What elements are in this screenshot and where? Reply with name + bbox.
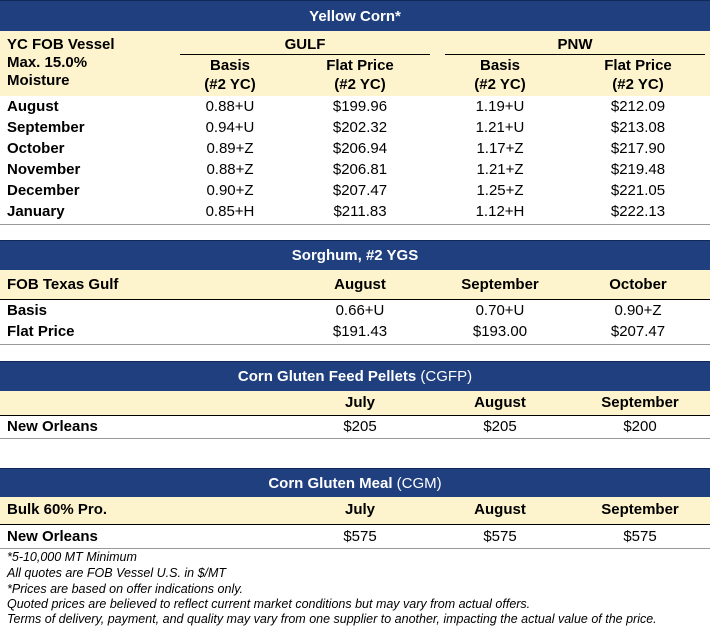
gulf-flat-value: $202.32 xyxy=(332,119,388,136)
pnw-basis-value: 1.17+Z xyxy=(476,140,524,157)
sorghum-month-header: September xyxy=(461,276,539,293)
yellow-corn-title: Yellow Corn* xyxy=(309,8,401,25)
pnw-basis-value: 1.12+H xyxy=(475,203,525,220)
footnote: Quoted prices are believed to reflect current market conditions but may vary from actual offers. xyxy=(7,597,531,611)
month-label: September xyxy=(7,119,85,136)
pnw-flat-value: $221.05 xyxy=(610,182,666,199)
gulf-flat-header: Flat Price (#2 YC) xyxy=(326,57,394,93)
cgfp-title-abbrev: (CGFP) xyxy=(416,368,473,385)
sorghum-flat-value: $191.43 xyxy=(332,323,388,340)
cgfp-header-rule xyxy=(0,415,710,416)
sorghum-header-rule xyxy=(0,299,710,300)
pnw-flat-header: Flat Price (#2 YC) xyxy=(604,57,672,93)
cgm-title: Corn Gluten Meal xyxy=(268,475,393,492)
gulf-underline xyxy=(180,54,430,55)
cgfp-bottom-rule xyxy=(0,438,710,439)
month-label: October xyxy=(7,140,65,157)
month-label: November xyxy=(7,161,81,178)
gulf-flat-value: $206.81 xyxy=(332,161,388,178)
gulf-basis-value: 0.89+Z xyxy=(206,140,254,157)
month-label: January xyxy=(7,203,65,220)
cgm-value: $575 xyxy=(343,528,377,545)
cgfp-month-header: August xyxy=(474,394,526,411)
gulf-basis-value: 0.88+Z xyxy=(206,161,254,178)
cgm-row-label: New Orleans xyxy=(7,528,98,545)
footnote: *Prices are based on offer indications only. xyxy=(7,582,244,596)
cgfp-title-bar xyxy=(0,361,710,391)
pnw-flat-value: $212.09 xyxy=(610,98,666,115)
sorghum-bottom-rule xyxy=(0,344,710,345)
cgfp-row-label: New Orleans xyxy=(7,418,98,435)
yellow-corn-bottom-rule xyxy=(0,224,710,225)
month-label: December xyxy=(7,182,80,199)
gulf-basis-value: 0.88+U xyxy=(205,98,255,115)
sorghum-title: Sorghum, #2 YGS xyxy=(291,247,419,264)
gulf-flat-value: $199.96 xyxy=(332,98,388,115)
gulf-basis-header: Basis (#2 YC) xyxy=(204,57,256,93)
gulf-header: GULF xyxy=(284,36,326,53)
sorghum-month-header: August xyxy=(334,276,386,293)
cgm-month-header: August xyxy=(474,501,526,518)
gulf-flat-value: $206.94 xyxy=(332,140,388,157)
footnote: All quotes are FOB Vessel U.S. in $/MT xyxy=(7,566,227,580)
cgm-month-header: September xyxy=(601,501,679,518)
gulf-flat-value: $211.83 xyxy=(333,203,387,220)
cgm-title-abbrev: (CGM) xyxy=(392,475,442,492)
sorghum-flat-value: $207.47 xyxy=(610,323,666,340)
cgm-header-label: Bulk 60% Pro. xyxy=(7,501,108,518)
gulf-basis-value: 0.85+H xyxy=(205,203,255,220)
pnw-underline xyxy=(445,54,705,55)
pnw-flat-value: $213.08 xyxy=(610,119,666,136)
pnw-flat-value: $219.48 xyxy=(610,161,666,178)
month-label: August xyxy=(7,98,59,115)
pnw-basis-value: 1.21+U xyxy=(475,119,525,136)
cgfp-value: $200 xyxy=(623,418,657,435)
cgm-value: $575 xyxy=(483,528,517,545)
footnote: *5-10,000 MT Minimum xyxy=(7,550,137,564)
cgm-header-rule xyxy=(0,524,710,525)
cgfp-value: $205 xyxy=(483,418,517,435)
pnw-flat-value: $222.13 xyxy=(610,203,666,220)
cgm-bottom-rule xyxy=(0,548,710,549)
pnw-basis-value: 1.25+Z xyxy=(476,182,524,199)
gulf-flat-value: $207.47 xyxy=(332,182,388,199)
gulf-basis-value: 0.90+Z xyxy=(206,182,254,199)
sorghum-row-label: Basis xyxy=(7,302,48,319)
sorghum-basis-value: 0.66+U xyxy=(335,302,385,319)
cgm-title-bar xyxy=(0,468,710,497)
pnw-flat-value: $217.90 xyxy=(610,140,666,157)
sorghum-month-header: October xyxy=(609,276,667,293)
sorghum-row-label: Flat Price xyxy=(7,323,75,340)
sorghum-basis-value: 0.70+U xyxy=(475,302,525,319)
sorghum-title-bar xyxy=(0,240,710,270)
gulf-basis-value: 0.94+U xyxy=(205,119,255,136)
sorghum-flat-value: $193.00 xyxy=(472,323,528,340)
pnw-basis-header: Basis (#2 YC) xyxy=(474,57,526,93)
yellow-corn-label: YC FOB Vessel Max. 15.0% Moisture xyxy=(7,36,115,89)
pnw-basis-value: 1.19+U xyxy=(475,98,525,115)
pnw-header: PNW xyxy=(557,36,593,53)
yellow-corn-title-bar xyxy=(0,0,710,31)
cgm-month-header: July xyxy=(344,501,375,518)
sorghum-basis-value: 0.90+Z xyxy=(614,302,662,319)
cgfp-title: Corn Gluten Feed Pellets xyxy=(237,368,417,385)
cgfp-value: $205 xyxy=(343,418,377,435)
sorghum-header-label: FOB Texas Gulf xyxy=(7,276,119,293)
cgfp-month-header: September xyxy=(601,394,679,411)
cgm-value: $575 xyxy=(623,528,657,545)
footnote: Terms of delivery, payment, and quality may vary from one supplier to another, impacting the actual value of the price. xyxy=(7,612,657,626)
cgfp-month-header: July xyxy=(344,394,375,411)
pnw-basis-value: 1.21+Z xyxy=(476,161,524,178)
